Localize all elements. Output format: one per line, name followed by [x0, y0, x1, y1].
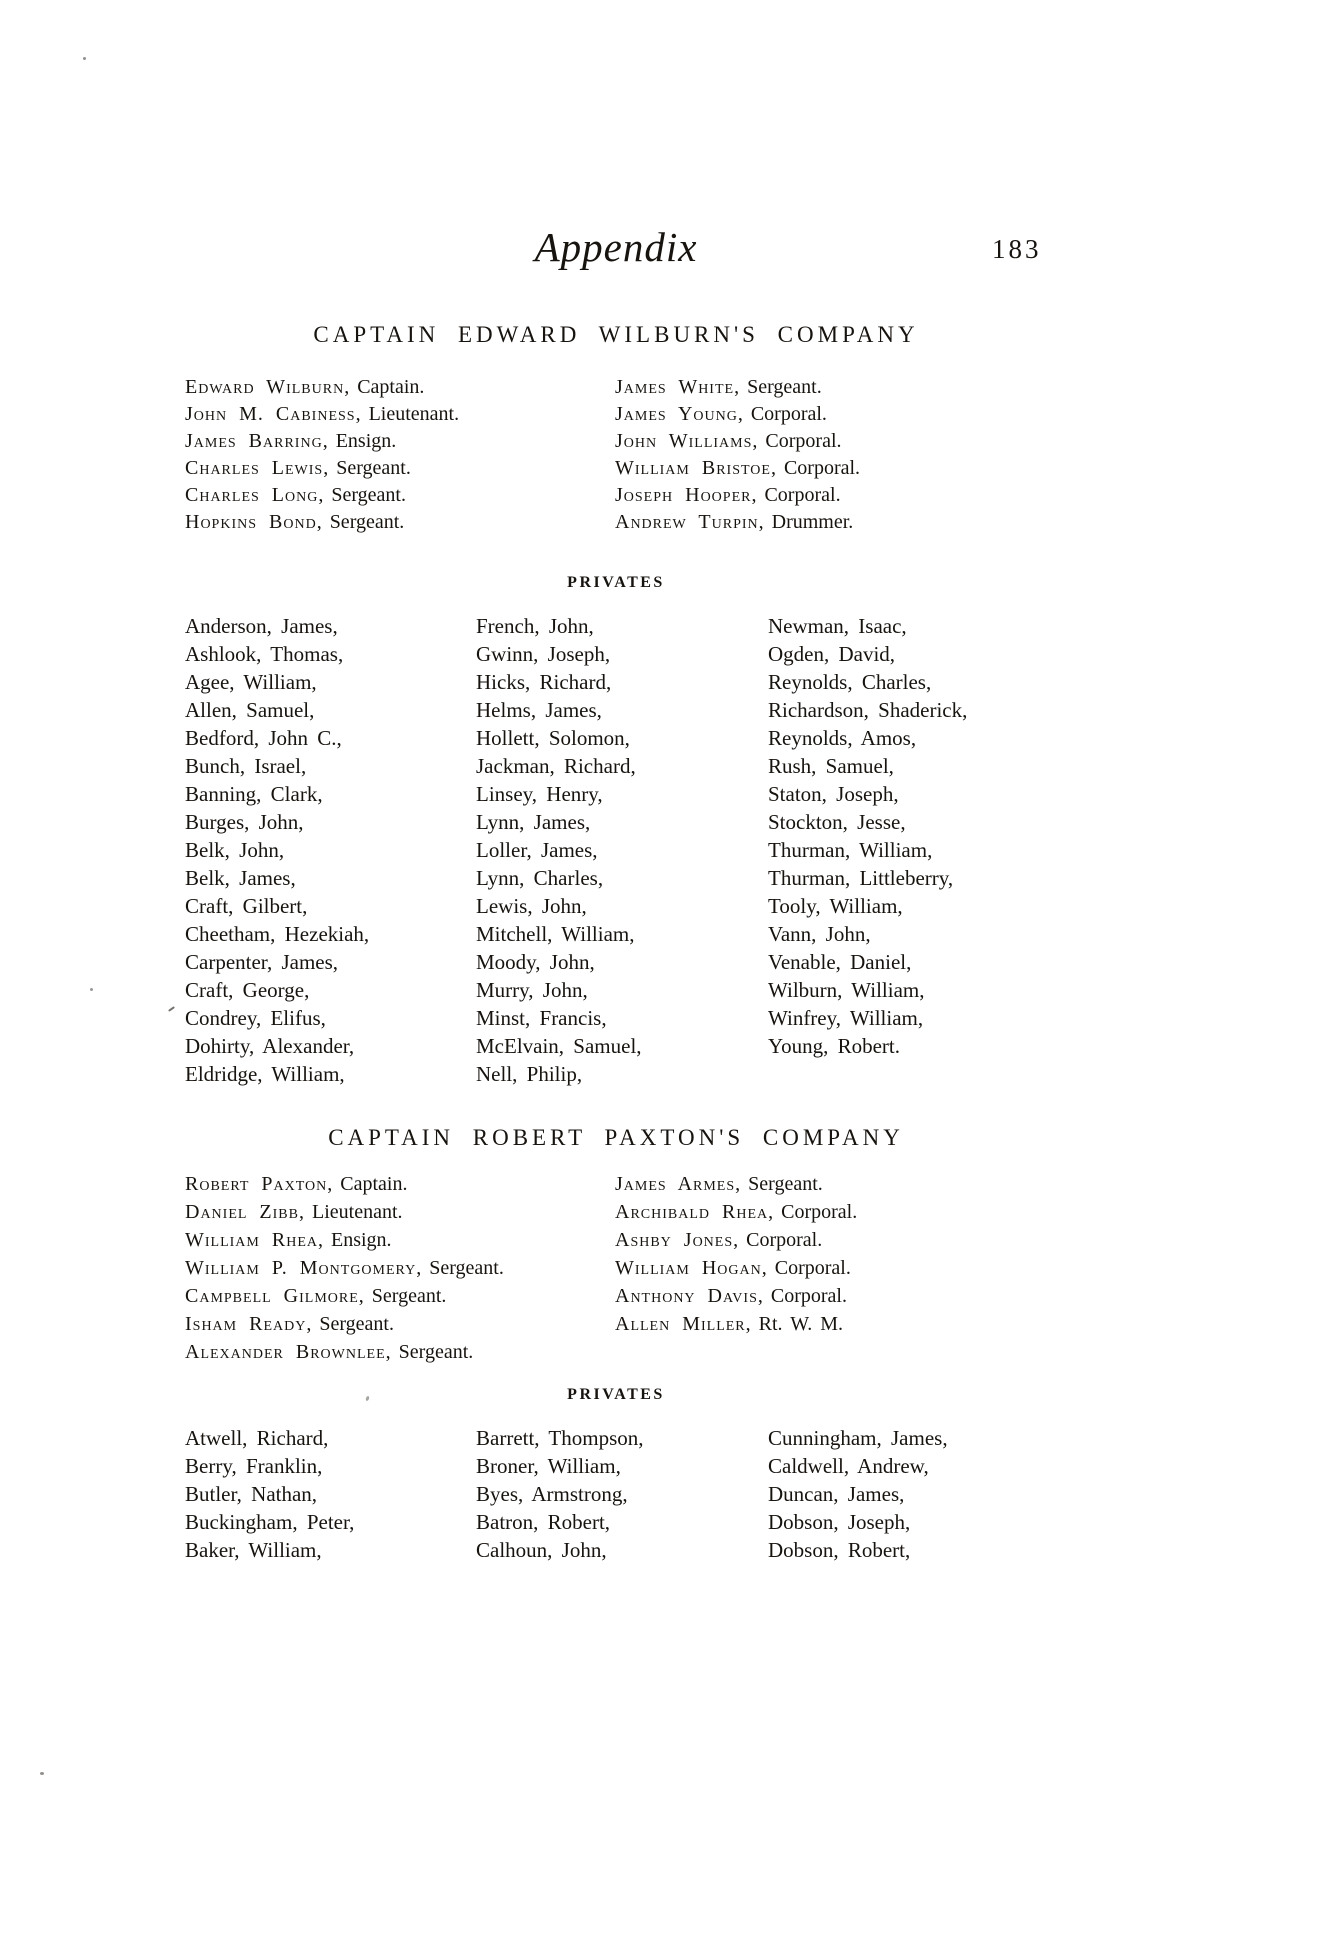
private-entry: Allen, Samuel, — [185, 698, 315, 722]
officer-name: Edward Wilburn — [185, 376, 345, 398]
officer-rank: , Corporal. — [733, 1229, 823, 1251]
officer-entry — [185, 1310, 504, 1338]
private-entry: Lynn, Charles, — [476, 866, 604, 890]
officer-rank: , Ensign. — [317, 1229, 392, 1251]
private-entry: Rush, Samuel, — [768, 754, 894, 778]
private-entry: Winfrey, William, — [768, 1006, 924, 1030]
officer-entry — [185, 1282, 504, 1310]
private-entry: Craft, George, — [185, 978, 310, 1002]
officer-name: James Armes — [615, 1173, 736, 1195]
private-entry: Berry, Franklin, — [185, 1454, 323, 1478]
private-entry: Barrett, Thompson, — [476, 1426, 644, 1450]
officer-entry — [185, 1198, 504, 1226]
private-entry: Atwell, Richard, — [185, 1426, 329, 1450]
private-entry: Venable, Daniel, — [768, 950, 912, 974]
officer-rank: , Sergeant. — [416, 1257, 504, 1279]
officer-name: Isham Ready — [185, 1313, 307, 1335]
private-entry: Dobson, Joseph, — [768, 1510, 911, 1534]
private-entry: Gwinn, Joseph, — [476, 642, 611, 666]
officer-rank: , Corporal. — [752, 430, 842, 452]
scan-artifact — [90, 988, 93, 991]
private-entry: Buckingham, Peter, — [185, 1510, 355, 1534]
officer-rank: , Drummer. — [758, 511, 854, 533]
officer-name: John Williams — [615, 430, 753, 452]
private-entry: Dohirty, Alexander, — [185, 1034, 355, 1058]
officer-rank: , Corporal. — [761, 1257, 851, 1279]
officer-rank: , Corporal. — [751, 484, 841, 506]
officer-name: Robert Paxton — [185, 1173, 328, 1195]
officer-name: Joseph Hooper — [615, 484, 752, 506]
officer-entry — [615, 1198, 857, 1226]
officer-name: Charles Long — [185, 484, 319, 506]
private-entry: Tooly, William, — [768, 894, 903, 918]
private-entry: Dobson, Robert, — [768, 1538, 911, 1562]
officer-name: Alexander Brownlee — [185, 1341, 386, 1363]
private-entry: Agee, William, — [185, 670, 317, 694]
page-title: Appendix — [534, 224, 698, 270]
officer-rank: , Sergeant. — [306, 1313, 394, 1335]
officer-entry — [615, 1254, 857, 1282]
scan-artifact — [83, 57, 86, 60]
officers-column-right — [615, 374, 860, 536]
private-entry: Baker, William, — [185, 1538, 322, 1562]
officer-entry — [185, 455, 459, 482]
private-entry: Helms, James, — [476, 698, 602, 722]
officer-rank: , Sergeant. — [385, 1341, 474, 1363]
privates-column-3 — [768, 612, 967, 1060]
officer-entry — [615, 455, 860, 482]
officer-name: William Rhea — [185, 1229, 318, 1251]
officer-name: Andrew Turpin — [615, 511, 759, 533]
officer-name: Daniel Zibb — [185, 1201, 299, 1223]
private-entry: Batron, Robert, — [476, 1510, 611, 1534]
private-entry: Burges, John, — [185, 810, 304, 834]
privates-heading-paxton: PRIVATES — [567, 1386, 665, 1403]
officer-entry — [615, 1226, 857, 1254]
officer-name: James Young — [615, 403, 738, 425]
officer-name: Campbell Gilmore — [185, 1285, 359, 1307]
officer-entry — [615, 374, 860, 401]
private-entry: Belk, John, — [185, 838, 285, 862]
officer-rank: , Sergeant. — [318, 484, 406, 506]
private-entry: Loller, James, — [476, 838, 598, 862]
private-entry: Minst, Francis, — [476, 1006, 607, 1030]
private-entry: Calhoun, John, — [476, 1538, 607, 1562]
officer-name: Charles Lewis — [185, 457, 324, 479]
officers-column-right — [615, 1170, 857, 1338]
officer-rank: , Sergeant. — [323, 457, 411, 479]
officer-rank: , Ensign. — [322, 430, 397, 452]
private-entry: Wilburn, William, — [768, 978, 925, 1002]
officer-entry — [185, 1338, 504, 1366]
private-entry: Nell, Philip, — [476, 1062, 583, 1086]
private-entry: Reynolds, Charles, — [768, 670, 932, 694]
company-heading-paxton: CAPTAIN ROBERT PAXTON'S COMPANY — [328, 1125, 904, 1150]
privates-heading-wilburn: PRIVATES — [567, 574, 665, 591]
private-entry: Belk, James, — [185, 866, 296, 890]
private-entry: Duncan, James, — [768, 1482, 905, 1506]
private-entry: Thurman, Littleberry, — [768, 866, 954, 890]
private-entry: Thurman, William, — [768, 838, 933, 862]
officer-entry — [615, 428, 860, 455]
officer-entry — [615, 401, 860, 428]
officer-name: Anthony Davis — [615, 1285, 758, 1307]
private-entry: Hicks, Richard, — [476, 670, 612, 694]
private-entry: Bedford, John C., — [185, 726, 342, 750]
private-entry: Caldwell, Andrew, — [768, 1454, 929, 1478]
private-entry: Broner, William, — [476, 1454, 621, 1478]
officer-entry — [185, 482, 459, 509]
private-entry: Cheetham, Hezekiah, — [185, 922, 370, 946]
officer-rank: , Sergeant. — [358, 1285, 447, 1307]
officer-rank: , Sergeant. — [734, 376, 822, 398]
private-entry: Hollett, Solomon, — [476, 726, 630, 750]
private-entry: Jackman, Richard, — [476, 754, 636, 778]
page-number: 183 — [992, 234, 1042, 264]
privates-column-1 — [185, 1424, 354, 1564]
private-entry: Bunch, Israel, — [185, 754, 307, 778]
officer-name: Hopkins Bond — [185, 511, 317, 533]
officer-entry — [185, 1226, 504, 1254]
officer-name: William P. Montgomery — [185, 1257, 417, 1279]
officer-entry — [185, 1170, 504, 1198]
private-entry: Young, Robert. — [768, 1034, 900, 1058]
officer-name: Archibald Rhea — [615, 1201, 769, 1223]
private-entry: Reynolds, Amos, — [768, 726, 917, 750]
private-entry: Vann, John, — [768, 922, 871, 946]
private-entry: McElvain, Samuel, — [476, 1034, 642, 1058]
private-entry: Condrey, Elifus, — [185, 1006, 326, 1030]
officers-column-left — [185, 1170, 504, 1366]
private-entry: Linsey, Henry, — [476, 782, 603, 806]
private-entry: Stockton, Jesse, — [768, 810, 906, 834]
privates-column-2 — [476, 1424, 644, 1564]
private-entry: Eldridge, William, — [185, 1062, 345, 1086]
officer-name: James Barring — [185, 430, 323, 452]
officer-rank: , Rt. W. M. — [745, 1313, 844, 1335]
officer-entry — [185, 509, 459, 536]
scan-artifact — [168, 1006, 175, 1012]
private-entry: Craft, Gilbert, — [185, 894, 308, 918]
officer-entry — [185, 374, 459, 401]
officer-rank: , Sergeant. — [735, 1173, 823, 1195]
private-entry: Carpenter, James, — [185, 950, 339, 974]
officer-name: William Bristoe — [615, 457, 771, 479]
private-entry: Anderson, James, — [185, 614, 338, 638]
officer-rank: , Sergeant. — [316, 511, 405, 533]
private-entry: Richardson, Shaderick, — [768, 698, 968, 722]
private-entry: Staton, Joseph, — [768, 782, 899, 806]
private-entry: Byes, Armstrong, — [476, 1482, 628, 1506]
officer-rank: , Corporal. — [770, 457, 861, 479]
officer-entry — [615, 1310, 857, 1338]
officer-rank: , Captain. — [327, 1173, 408, 1195]
officer-entry — [185, 428, 459, 455]
officer-rank: , Corporal. — [737, 403, 827, 425]
private-entry: Mitchell, William, — [476, 922, 635, 946]
officers-column-left — [185, 374, 459, 536]
private-entry: Ashlook, Thomas, — [185, 642, 344, 666]
private-entry: Cunningham, James, — [768, 1426, 948, 1450]
officer-entry — [185, 401, 459, 428]
officer-rank: , Corporal. — [757, 1285, 847, 1307]
officer-rank: , Captain. — [344, 376, 425, 398]
private-entry: Ogden, David, — [768, 642, 896, 666]
privates-column-1 — [185, 612, 369, 1088]
privates-column-2 — [476, 612, 642, 1088]
scan-artifact — [40, 1772, 44, 1775]
privates-column-3 — [768, 1424, 948, 1564]
officer-entry — [615, 1282, 857, 1310]
officer-rank: , Corporal. — [768, 1201, 858, 1223]
officer-rank: , Lieutenant. — [355, 403, 460, 425]
officer-name: Ashby Jones — [615, 1229, 734, 1251]
private-entry: Lewis, John, — [476, 894, 587, 918]
company-heading-wilburn: CAPTAIN EDWARD WILBURN'S COMPANY — [313, 322, 919, 347]
officer-entry — [615, 509, 860, 536]
private-entry: Murry, John, — [476, 978, 588, 1002]
officer-entry — [615, 1170, 857, 1198]
private-entry: Butler, Nathan, — [185, 1482, 318, 1506]
private-entry: Newman, Isaac, — [768, 614, 907, 638]
private-entry: French, John, — [476, 614, 594, 638]
officer-name: William Hogan — [615, 1257, 762, 1279]
private-entry: Lynn, James, — [476, 810, 591, 834]
officer-name: James White — [615, 376, 735, 398]
officer-entry — [615, 482, 860, 509]
officer-rank: , Lieutenant. — [298, 1201, 403, 1223]
officer-name: Allen Miller — [615, 1313, 746, 1335]
private-entry: Banning, Clark, — [185, 782, 323, 806]
private-entry: Moody, John, — [476, 950, 595, 974]
officer-name: John M. Cabiness — [185, 403, 356, 425]
officer-entry — [185, 1254, 504, 1282]
